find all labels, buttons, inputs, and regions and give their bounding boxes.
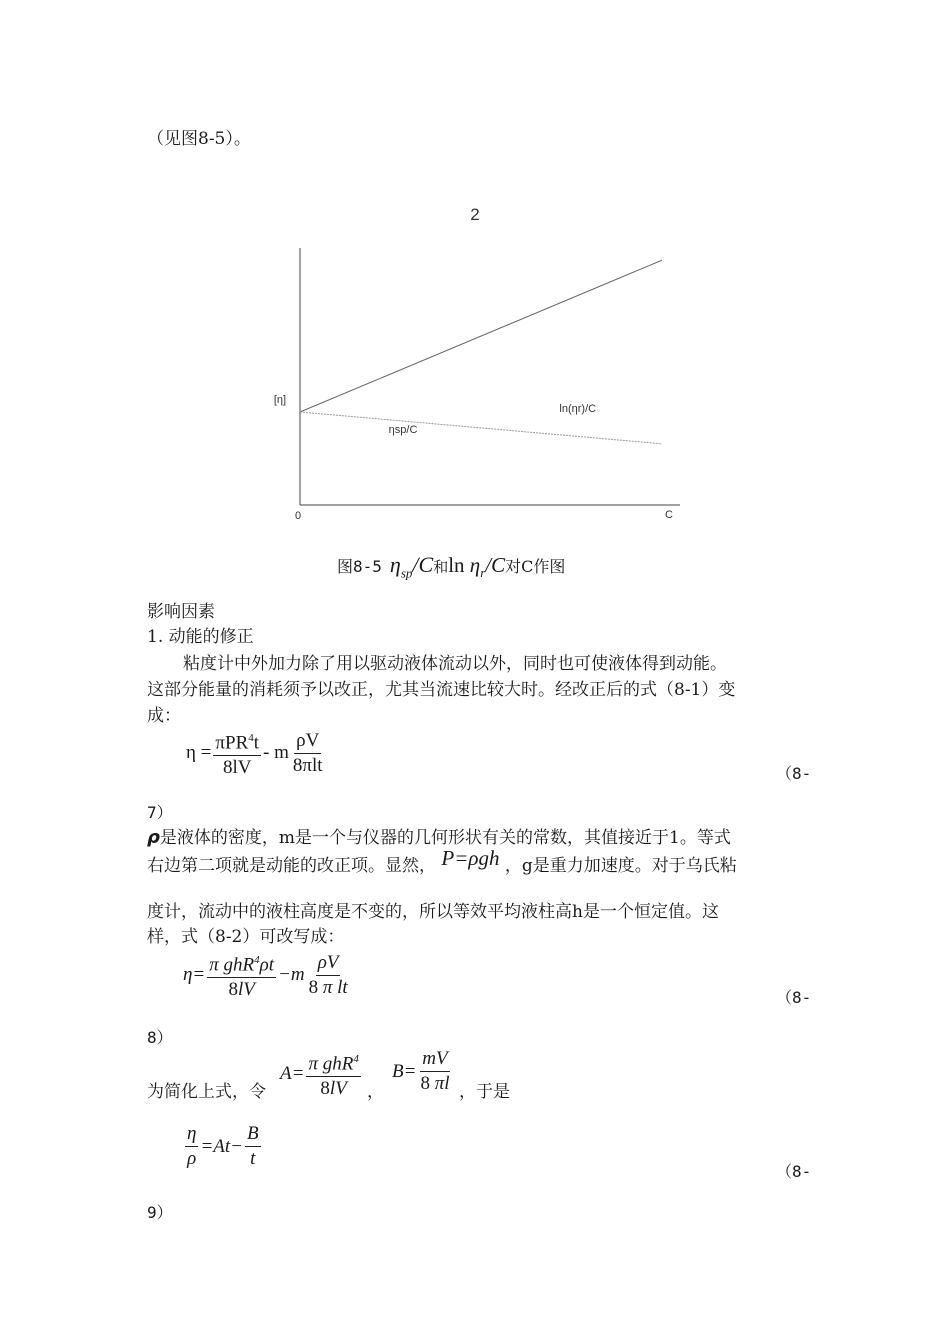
para1-line2: 这部分能量的消耗须予以改正，尤其当流速比较大时。经改正后的式（8-1）变 <box>147 680 736 700</box>
equation-8-9-number: （8- <box>776 1162 812 1181</box>
origin-label: 0 <box>294 510 302 522</box>
para2-line2-a: 右边第二项就是动能的改正项。显然， <box>147 856 436 876</box>
chart-marks <box>300 260 662 444</box>
series-label-0: ηsp/C <box>388 423 418 436</box>
equation-8-9: $\frac{\eta}{\rho}$ =At− $\frac{B}{t}$ <box>187 1123 259 1169</box>
equation-8-7-number-end: 7） <box>147 803 173 822</box>
equation-8-9-number-end: 9） <box>147 1203 173 1222</box>
intercept-label: [η] <box>273 394 287 406</box>
caption-prefix: 图8-5 <box>337 557 382 576</box>
caption-term2: $\ln \eta_r/C$ <box>448 553 506 581</box>
para1-line1: 粘度计中外加力除了用以驱动液体流动以外，同时也可使液体得到动能。 <box>183 654 727 674</box>
x-axis-label: C <box>665 509 673 521</box>
equation-8-8-number-end: 8） <box>147 1028 173 1047</box>
figure-caption <box>337 552 565 581</box>
series-line-1 <box>300 412 662 444</box>
definition-B: B= $\frac{mV}{8 \pi l}$ <box>392 1048 450 1094</box>
para1-line3: 成： <box>147 706 181 726</box>
equation-8-7-number: （8- <box>776 764 812 783</box>
figure-8-5-chart <box>260 195 780 535</box>
caption-suffix: 对C作图 <box>505 557 566 576</box>
caption-mid: 和 <box>433 558 449 576</box>
para2-line4: 样，式（8-2）可改写成： <box>147 927 345 947</box>
series-line-0 <box>300 260 662 412</box>
caption-term1: $\eta_{sp}/C$ <box>389 552 434 581</box>
definition-A: A= $\frac{\pi ghR^4}{8lV}$ <box>280 1048 363 1100</box>
equation-8-8: η= $\frac{\pi ghR^4\rho t}{8lV}$ −m $\frac{\rho V}{\text{8 π lt}}$ <box>183 949 352 1001</box>
section-heading: 影响因素 <box>147 602 215 622</box>
para3-text-c: ，于是 <box>459 1082 510 1102</box>
para2-line2 <box>147 846 737 878</box>
para3-comma: ， <box>367 1082 384 1102</box>
para2-line1-text: 是液体的密度，m是一个与仪器的几何形状有关的常数，其值接近于1。等式 <box>159 828 731 848</box>
para2-line2-b: ，g是重力加速度。对于乌氏粘 <box>504 856 737 876</box>
pressure-equation: P=ρgh <box>441 846 500 870</box>
subsection-heading: 1. 动能的修正 <box>147 627 254 647</box>
equation-8-7: η = $\frac{\pi PR^4t}{8lV}$ - m $\frac{\rho V}{\text{8πlt}}$ <box>186 727 327 779</box>
para2-line1 <box>147 826 731 850</box>
para3-text-a: 为简化上式，令 <box>147 1082 266 1102</box>
series-label-1: ln(ηr)/C <box>559 402 597 415</box>
chart-title: 2 <box>470 205 480 224</box>
rho-symbol: ρ <box>147 827 160 848</box>
equation-8-8-number: （8- <box>776 988 812 1007</box>
para2-line3: 度计，流动中的液柱高度是不变的，所以等效平均液柱高h是一个恒定值。这 <box>147 902 719 922</box>
intro-line: （见图8-5）。 <box>147 129 251 149</box>
